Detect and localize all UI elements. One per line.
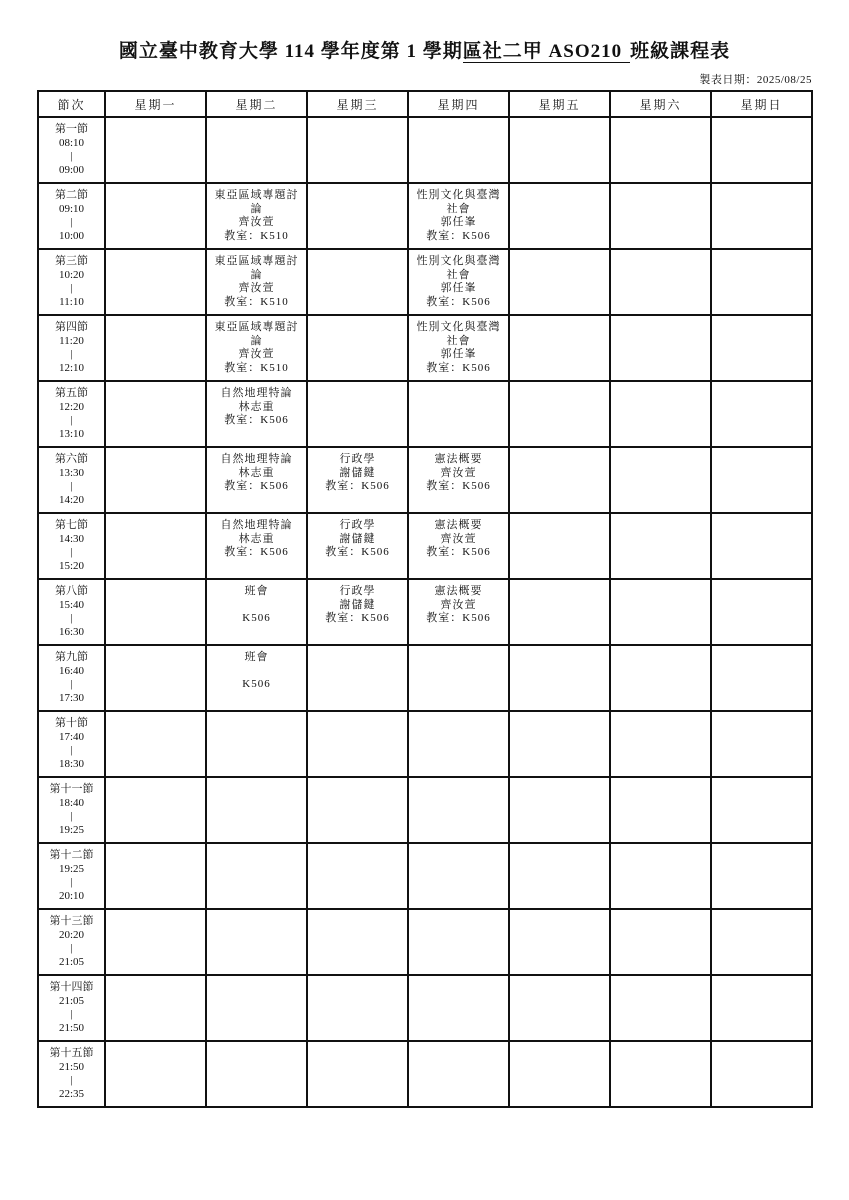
empty-cell bbox=[610, 513, 711, 579]
period-label: 第八節 bbox=[55, 585, 88, 597]
header-day-2: 星期二 bbox=[206, 91, 307, 117]
header-day-7: 星期日 bbox=[711, 91, 812, 117]
course-cell bbox=[408, 447, 509, 513]
period-end: 15:20 bbox=[58, 559, 85, 572]
course-room: 教室：K506 bbox=[325, 480, 390, 492]
period-label: 第十三節 bbox=[49, 915, 94, 927]
course-name: 性別文化與臺灣社會 bbox=[416, 255, 501, 281]
empty-cell bbox=[307, 711, 408, 777]
title-class-id: 區社二甲 ASO210 bbox=[463, 41, 630, 63]
period-label: 第十一節 bbox=[49, 783, 94, 795]
title-prefix: 國立臺中教育大學 114 學年度第 1 學期 bbox=[118, 41, 463, 62]
period-label: 第十四節 bbox=[49, 981, 94, 993]
period-separator: | bbox=[70, 348, 73, 360]
period-separator: | bbox=[70, 744, 73, 756]
schedule-row bbox=[38, 645, 812, 711]
period-separator: | bbox=[70, 612, 73, 624]
course-room: 教室：K510 bbox=[224, 295, 289, 308]
course-cell bbox=[307, 513, 408, 579]
course-cell bbox=[206, 315, 307, 381]
empty-cell bbox=[408, 645, 509, 711]
empty-cell bbox=[206, 975, 307, 1041]
period-label: 第二節 bbox=[55, 189, 88, 201]
period-cell bbox=[38, 645, 105, 711]
course-teacher: 郭任峯 bbox=[440, 216, 477, 228]
empty-cell bbox=[711, 447, 812, 513]
empty-cell bbox=[307, 249, 408, 315]
empty-cell bbox=[408, 777, 509, 843]
empty-cell bbox=[711, 513, 812, 579]
course-teacher: 齊汝萱 bbox=[440, 532, 477, 545]
period-end: 12:10 bbox=[58, 361, 85, 374]
period-end: 14:20 bbox=[58, 493, 85, 506]
course-cell bbox=[408, 249, 509, 315]
schedule-row bbox=[38, 381, 812, 447]
empty-cell bbox=[610, 183, 711, 249]
course-room: K506 bbox=[242, 612, 271, 624]
empty-cell bbox=[105, 1041, 206, 1107]
course-teacher: 林志重 bbox=[238, 532, 275, 545]
empty-cell bbox=[509, 183, 610, 249]
period-end: 21:05 bbox=[58, 955, 85, 968]
empty-cell bbox=[105, 777, 206, 843]
course-name: 自然地理特論 bbox=[220, 387, 293, 399]
course-cell bbox=[408, 183, 509, 249]
course-cell bbox=[206, 183, 307, 249]
course-cell bbox=[408, 315, 509, 381]
empty-cell bbox=[408, 381, 509, 447]
header-period: 節次 bbox=[38, 91, 105, 117]
period-start: 21:50 bbox=[58, 1060, 85, 1073]
period-cell bbox=[38, 843, 105, 909]
empty-cell bbox=[307, 117, 408, 183]
empty-cell bbox=[711, 579, 812, 645]
period-start: 19:25 bbox=[58, 862, 85, 875]
period-cell bbox=[38, 381, 105, 447]
course-room: 教室：K506 bbox=[426, 612, 491, 624]
empty-cell bbox=[509, 513, 610, 579]
schedule-row bbox=[38, 777, 812, 843]
course-name: 班會 bbox=[244, 651, 269, 663]
period-end: 20:10 bbox=[58, 889, 85, 902]
empty-cell bbox=[408, 909, 509, 975]
empty-cell bbox=[307, 381, 408, 447]
empty-cell bbox=[610, 117, 711, 183]
empty-cell bbox=[711, 777, 812, 843]
empty-cell bbox=[408, 711, 509, 777]
empty-cell bbox=[610, 315, 711, 381]
empty-cell bbox=[307, 843, 408, 909]
empty-cell bbox=[307, 777, 408, 843]
course-name: 憲法概要 bbox=[434, 453, 483, 465]
empty-cell bbox=[408, 1041, 509, 1107]
period-cell bbox=[38, 447, 105, 513]
empty-cell bbox=[509, 117, 610, 183]
period-cell bbox=[38, 249, 105, 315]
course-name: 自然地理特論 bbox=[220, 453, 293, 465]
empty-cell bbox=[509, 579, 610, 645]
schedule-body bbox=[38, 117, 812, 1107]
schedule-row bbox=[38, 909, 812, 975]
empty-cell bbox=[105, 117, 206, 183]
period-separator: | bbox=[70, 282, 73, 294]
period-start: 18:40 bbox=[58, 796, 85, 809]
empty-cell bbox=[610, 645, 711, 711]
schedule-row bbox=[38, 315, 812, 381]
empty-cell bbox=[408, 975, 509, 1041]
period-end: 09:00 bbox=[58, 163, 85, 176]
course-teacher bbox=[209, 599, 304, 613]
period-separator: | bbox=[70, 876, 73, 888]
period-separator: | bbox=[70, 150, 73, 162]
period-start: 21:05 bbox=[58, 994, 85, 1007]
course-teacher: 齊汝萱 bbox=[238, 348, 275, 360]
schedule-row bbox=[38, 447, 812, 513]
period-separator: | bbox=[70, 480, 73, 492]
empty-cell bbox=[509, 843, 610, 909]
course-name: 性別文化與臺灣社會 bbox=[416, 189, 501, 215]
course-teacher: 郭任峯 bbox=[440, 282, 477, 294]
period-label: 第一節 bbox=[55, 123, 88, 135]
empty-cell bbox=[307, 315, 408, 381]
course-teacher: 謝儲鍵 bbox=[339, 598, 376, 611]
course-room: 教室：K510 bbox=[224, 361, 289, 374]
period-separator: | bbox=[70, 414, 73, 426]
empty-cell bbox=[509, 381, 610, 447]
empty-cell bbox=[105, 711, 206, 777]
empty-cell bbox=[610, 843, 711, 909]
empty-cell bbox=[105, 183, 206, 249]
empty-cell bbox=[206, 843, 307, 909]
course-name: 性別文化與臺灣社會 bbox=[416, 321, 501, 347]
empty-cell bbox=[206, 711, 307, 777]
period-cell bbox=[38, 711, 105, 777]
period-separator: | bbox=[70, 546, 73, 558]
report-date: 製表日期：2025/08/25 bbox=[699, 74, 812, 86]
schedule-row bbox=[38, 249, 812, 315]
empty-cell bbox=[105, 249, 206, 315]
course-teacher: 齊汝萱 bbox=[238, 282, 275, 294]
period-start: 08:10 bbox=[58, 136, 85, 149]
empty-cell bbox=[206, 117, 307, 183]
empty-cell bbox=[509, 249, 610, 315]
header-row bbox=[38, 91, 812, 117]
empty-cell bbox=[206, 1041, 307, 1107]
empty-cell bbox=[711, 843, 812, 909]
period-start: 15:40 bbox=[58, 598, 85, 611]
empty-cell bbox=[509, 315, 610, 381]
period-start: 16:40 bbox=[58, 664, 85, 677]
empty-cell bbox=[509, 909, 610, 975]
period-start: 10:20 bbox=[58, 268, 85, 281]
course-room: 教室：K506 bbox=[224, 480, 289, 492]
empty-cell bbox=[105, 315, 206, 381]
course-teacher: 齊汝萱 bbox=[440, 598, 477, 611]
empty-cell bbox=[711, 117, 812, 183]
period-cell bbox=[38, 1041, 105, 1107]
schedule-row bbox=[38, 1041, 812, 1107]
course-name: 行政學 bbox=[339, 519, 376, 531]
schedule-row bbox=[38, 843, 812, 909]
empty-cell bbox=[610, 909, 711, 975]
course-teacher: 謝儲鍵 bbox=[339, 466, 376, 479]
empty-cell bbox=[307, 1041, 408, 1107]
empty-cell bbox=[206, 909, 307, 975]
header-day-4: 星期四 bbox=[408, 91, 509, 117]
schedule-row bbox=[38, 711, 812, 777]
period-cell bbox=[38, 183, 105, 249]
period-start: 12:20 bbox=[58, 400, 85, 413]
course-name: 東亞區域專題討論 bbox=[214, 321, 299, 347]
period-end: 11:10 bbox=[59, 295, 84, 308]
course-name: 憲法概要 bbox=[434, 585, 483, 597]
course-name: 行政學 bbox=[339, 453, 376, 465]
course-teacher: 林志重 bbox=[238, 466, 275, 479]
period-end: 19:25 bbox=[58, 823, 85, 836]
empty-cell bbox=[307, 645, 408, 711]
empty-cell bbox=[711, 183, 812, 249]
course-room: 教室：K506 bbox=[224, 414, 289, 426]
period-cell bbox=[38, 315, 105, 381]
course-teacher: 齊汝萱 bbox=[238, 216, 275, 228]
header-day-5: 星期五 bbox=[509, 91, 610, 117]
course-cell bbox=[206, 447, 307, 513]
course-room: 教室：K506 bbox=[426, 546, 491, 558]
empty-cell bbox=[711, 909, 812, 975]
empty-cell bbox=[105, 843, 206, 909]
period-label: 第六節 bbox=[55, 453, 88, 465]
page-title bbox=[0, 36, 849, 63]
period-cell bbox=[38, 513, 105, 579]
period-start: 14:30 bbox=[58, 532, 85, 545]
period-start: 11:20 bbox=[59, 334, 84, 347]
empty-cell bbox=[408, 843, 509, 909]
course-cell bbox=[206, 645, 307, 711]
empty-cell bbox=[307, 975, 408, 1041]
empty-cell bbox=[610, 711, 711, 777]
empty-cell bbox=[610, 249, 711, 315]
course-room: 教室：K510 bbox=[224, 229, 289, 242]
course-teacher: 齊汝萱 bbox=[440, 466, 477, 479]
header-day-3: 星期三 bbox=[307, 91, 408, 117]
period-separator: | bbox=[70, 1074, 73, 1086]
empty-cell bbox=[105, 909, 206, 975]
period-end: 18:30 bbox=[58, 757, 85, 770]
course-name: 自然地理特論 bbox=[220, 519, 293, 531]
period-cell bbox=[38, 975, 105, 1041]
course-cell bbox=[307, 579, 408, 645]
course-cell bbox=[206, 513, 307, 579]
course-teacher bbox=[209, 665, 304, 679]
period-end: 17:30 bbox=[58, 691, 85, 704]
empty-cell bbox=[509, 1041, 610, 1107]
header-day-1: 星期一 bbox=[105, 91, 206, 117]
empty-cell bbox=[711, 315, 812, 381]
period-start: 09:10 bbox=[58, 202, 85, 215]
period-cell bbox=[38, 777, 105, 843]
schedule-row bbox=[38, 975, 812, 1041]
course-name: 班會 bbox=[244, 585, 269, 597]
empty-cell bbox=[711, 381, 812, 447]
period-start: 17:40 bbox=[58, 730, 85, 743]
schedule-row bbox=[38, 183, 812, 249]
course-name: 東亞區域專題討論 bbox=[214, 255, 299, 281]
period-separator: | bbox=[70, 810, 73, 822]
period-label: 第七節 bbox=[55, 519, 88, 531]
period-separator: | bbox=[70, 942, 73, 954]
period-label: 第十二節 bbox=[49, 849, 94, 861]
empty-cell bbox=[408, 117, 509, 183]
course-room: 教室：K506 bbox=[325, 612, 390, 624]
period-label: 第四節 bbox=[55, 321, 88, 333]
course-teacher: 謝儲鍵 bbox=[339, 532, 376, 545]
empty-cell bbox=[610, 579, 711, 645]
period-end: 21:50 bbox=[58, 1021, 85, 1034]
period-end: 10:00 bbox=[58, 229, 85, 242]
empty-cell bbox=[307, 183, 408, 249]
schedule-row bbox=[38, 117, 812, 183]
schedule-table bbox=[37, 90, 813, 1108]
course-room: 教室：K506 bbox=[325, 546, 390, 558]
empty-cell bbox=[610, 1041, 711, 1107]
course-cell bbox=[206, 381, 307, 447]
empty-cell bbox=[105, 975, 206, 1041]
period-separator: | bbox=[70, 1008, 73, 1020]
period-label: 第十五節 bbox=[49, 1047, 94, 1059]
course-name: 東亞區域專題討論 bbox=[214, 189, 299, 215]
header-day-6: 星期六 bbox=[610, 91, 711, 117]
period-end: 16:30 bbox=[58, 625, 85, 638]
course-room: 教室：K506 bbox=[426, 480, 491, 492]
period-start: 13:30 bbox=[58, 466, 85, 479]
period-label: 第九節 bbox=[55, 651, 88, 663]
empty-cell bbox=[711, 1041, 812, 1107]
course-cell bbox=[408, 513, 509, 579]
course-room: 教室：K506 bbox=[426, 295, 491, 308]
schedule-row bbox=[38, 579, 812, 645]
period-label: 第三節 bbox=[55, 255, 88, 267]
course-room: 教室：K506 bbox=[224, 546, 289, 558]
course-cell bbox=[206, 579, 307, 645]
period-cell bbox=[38, 117, 105, 183]
empty-cell bbox=[509, 777, 610, 843]
period-cell bbox=[38, 579, 105, 645]
empty-cell bbox=[105, 447, 206, 513]
empty-cell bbox=[610, 777, 711, 843]
period-separator: | bbox=[70, 678, 73, 690]
empty-cell bbox=[711, 249, 812, 315]
empty-cell bbox=[711, 645, 812, 711]
empty-cell bbox=[509, 645, 610, 711]
empty-cell bbox=[509, 447, 610, 513]
course-room: 教室：K506 bbox=[426, 229, 491, 242]
empty-cell bbox=[105, 645, 206, 711]
title-suffix: 班級課程表 bbox=[630, 41, 731, 62]
course-cell bbox=[408, 579, 509, 645]
course-cell bbox=[206, 249, 307, 315]
course-name: 憲法概要 bbox=[434, 519, 483, 531]
course-room: K506 bbox=[242, 678, 271, 690]
period-start: 20:20 bbox=[58, 928, 85, 941]
empty-cell bbox=[509, 975, 610, 1041]
empty-cell bbox=[105, 513, 206, 579]
empty-cell bbox=[610, 975, 711, 1041]
schedule-row bbox=[38, 513, 812, 579]
empty-cell bbox=[105, 381, 206, 447]
period-cell bbox=[38, 909, 105, 975]
period-end: 13:10 bbox=[58, 427, 85, 440]
course-name: 行政學 bbox=[339, 585, 376, 597]
empty-cell bbox=[105, 579, 206, 645]
empty-cell bbox=[610, 381, 711, 447]
period-separator: | bbox=[70, 216, 73, 228]
empty-cell bbox=[206, 777, 307, 843]
empty-cell bbox=[610, 447, 711, 513]
course-teacher: 林志重 bbox=[238, 400, 275, 413]
empty-cell bbox=[711, 711, 812, 777]
period-end: 22:35 bbox=[58, 1087, 85, 1100]
course-room: 教室：K506 bbox=[426, 361, 491, 374]
empty-cell bbox=[711, 975, 812, 1041]
empty-cell bbox=[509, 711, 610, 777]
course-teacher: 郭任峯 bbox=[440, 348, 477, 360]
empty-cell bbox=[307, 909, 408, 975]
period-label: 第五節 bbox=[55, 387, 88, 399]
course-cell bbox=[307, 447, 408, 513]
period-label: 第十節 bbox=[55, 717, 88, 729]
